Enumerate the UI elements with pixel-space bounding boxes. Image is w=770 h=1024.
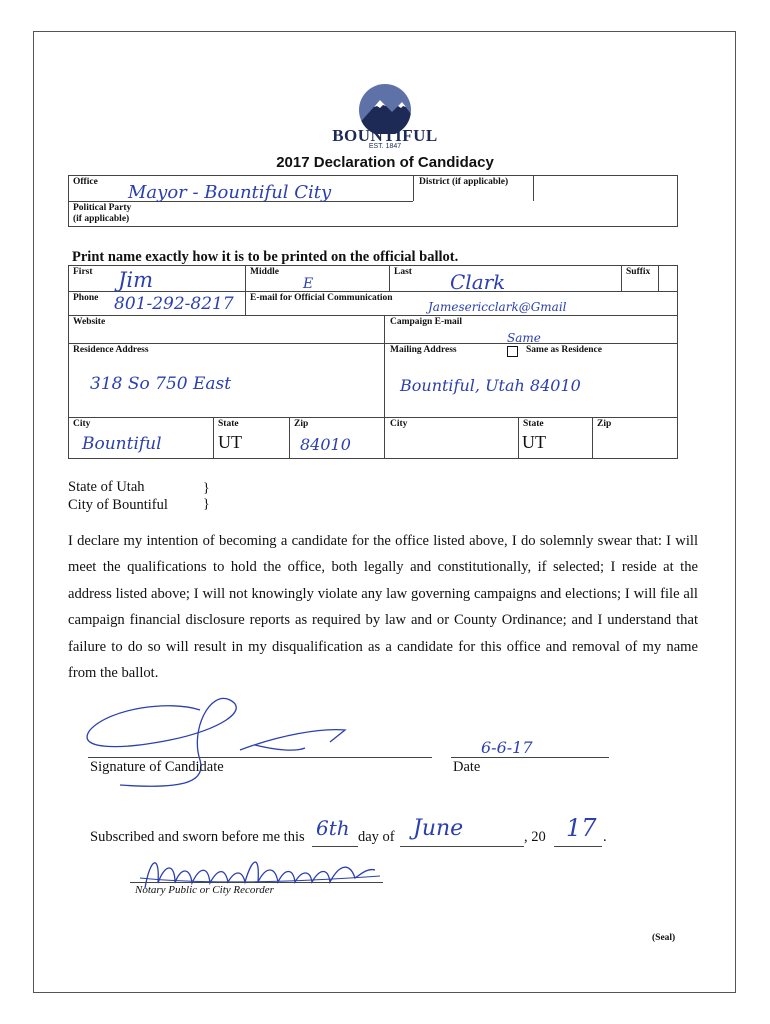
suffix-label: Suffix — [626, 267, 651, 277]
state-label: State — [218, 419, 239, 429]
state-value[interactable]: UT — [218, 432, 242, 452]
venue-brace-2: } — [203, 497, 210, 512]
zip-label: Zip — [294, 419, 309, 429]
office-value[interactable]: Mayor - Bountiful City — [128, 182, 332, 203]
signature-line — [88, 757, 432, 758]
city-value[interactable]: Bountiful — [82, 434, 162, 454]
oath-year-prefix: , 20 — [524, 829, 546, 845]
form-title: 2017 Declaration of Candidacy — [276, 154, 494, 171]
venue-city: City of Bountiful — [68, 497, 168, 513]
first-value[interactable]: Jim — [118, 268, 154, 292]
mailing-state-label: State — [523, 419, 544, 429]
party-label: Political Party (if applicable) — [73, 203, 132, 224]
district-label: District (if applicable) — [419, 177, 509, 187]
mailing-state-value[interactable]: UT — [522, 432, 546, 452]
oath-day-value[interactable]: 6th — [316, 816, 350, 840]
website-label: Website — [73, 317, 106, 327]
email-label: E-mail for Official Communication — [250, 293, 393, 303]
campaign-email-label: Campaign E-mail — [390, 317, 463, 327]
first-label: First — [73, 267, 93, 277]
date-line — [451, 757, 609, 758]
same-as-residence-checkbox[interactable] — [507, 346, 518, 357]
oath-period: . — [603, 829, 607, 845]
mailing-zip-label: Zip — [597, 419, 612, 429]
phone-value[interactable]: 801-292-8217 — [114, 294, 234, 314]
zip-value[interactable]: 84010 — [300, 435, 351, 454]
signature-label: Signature of Candidate — [90, 759, 224, 775]
mailing-value[interactable]: Bountiful, Utah 84010 — [400, 376, 581, 395]
seal-label: (Seal) — [652, 933, 676, 943]
last-label: Last — [394, 267, 412, 277]
residence-value[interactable]: 318 So 750 East — [90, 374, 232, 394]
oath-year-value[interactable]: 17 — [566, 814, 597, 842]
oath-month-value[interactable]: June — [413, 816, 464, 841]
same-as-residence-label: Same as Residence — [526, 345, 602, 355]
mailing-label: Mailing Address — [390, 345, 457, 355]
oath-prefix: Subscribed and sworn before me this — [90, 829, 305, 845]
logo-est: EST. 1847 — [368, 143, 402, 150]
notary-label: Notary Public or City Recorder — [135, 884, 274, 896]
office-label: Office — [73, 177, 98, 187]
city-label: City — [73, 419, 91, 429]
mailing-city-label: City — [390, 419, 408, 429]
declaration-text: I declare my intention of becoming a candidate for the office listed above, I do solemnly swear that: I will meet the qualifications to hold the office, both legally and constitutionally, if selected; I reside at the address listed above; I will not knowingly violate any law governing campaigns and elections; I will file all campaign financial disclosure reports as required by law and or County Ordinance; and I understand that failure to do so will result in my disqualification as a candidate for this office and removal of my name from the ballot. — [68, 533, 698, 682]
venue-brace-1: } — [203, 481, 210, 496]
date-label: Date — [453, 759, 481, 775]
oath-day-of: day of — [358, 829, 395, 845]
notary-line — [130, 882, 383, 883]
ballot-instruction: Print name exactly how it is to be printed on the official ballot. — [72, 249, 459, 265]
logo-wordmark: BOUNTIFUL — [332, 126, 438, 145]
middle-value[interactable]: E — [303, 276, 314, 292]
date-value[interactable]: 6-6-17 — [481, 738, 533, 757]
residence-label: Residence Address — [73, 345, 149, 355]
phone-label: Phone — [73, 293, 99, 303]
email-value[interactable]: Jamesericclark@Gmail — [428, 300, 567, 314]
campaign-email-value[interactable]: Same — [507, 331, 541, 345]
middle-label: Middle — [250, 267, 280, 277]
venue-state: State of Utah — [68, 479, 145, 495]
bountiful-logo — [330, 82, 440, 152]
last-value[interactable]: Clark — [450, 270, 506, 294]
